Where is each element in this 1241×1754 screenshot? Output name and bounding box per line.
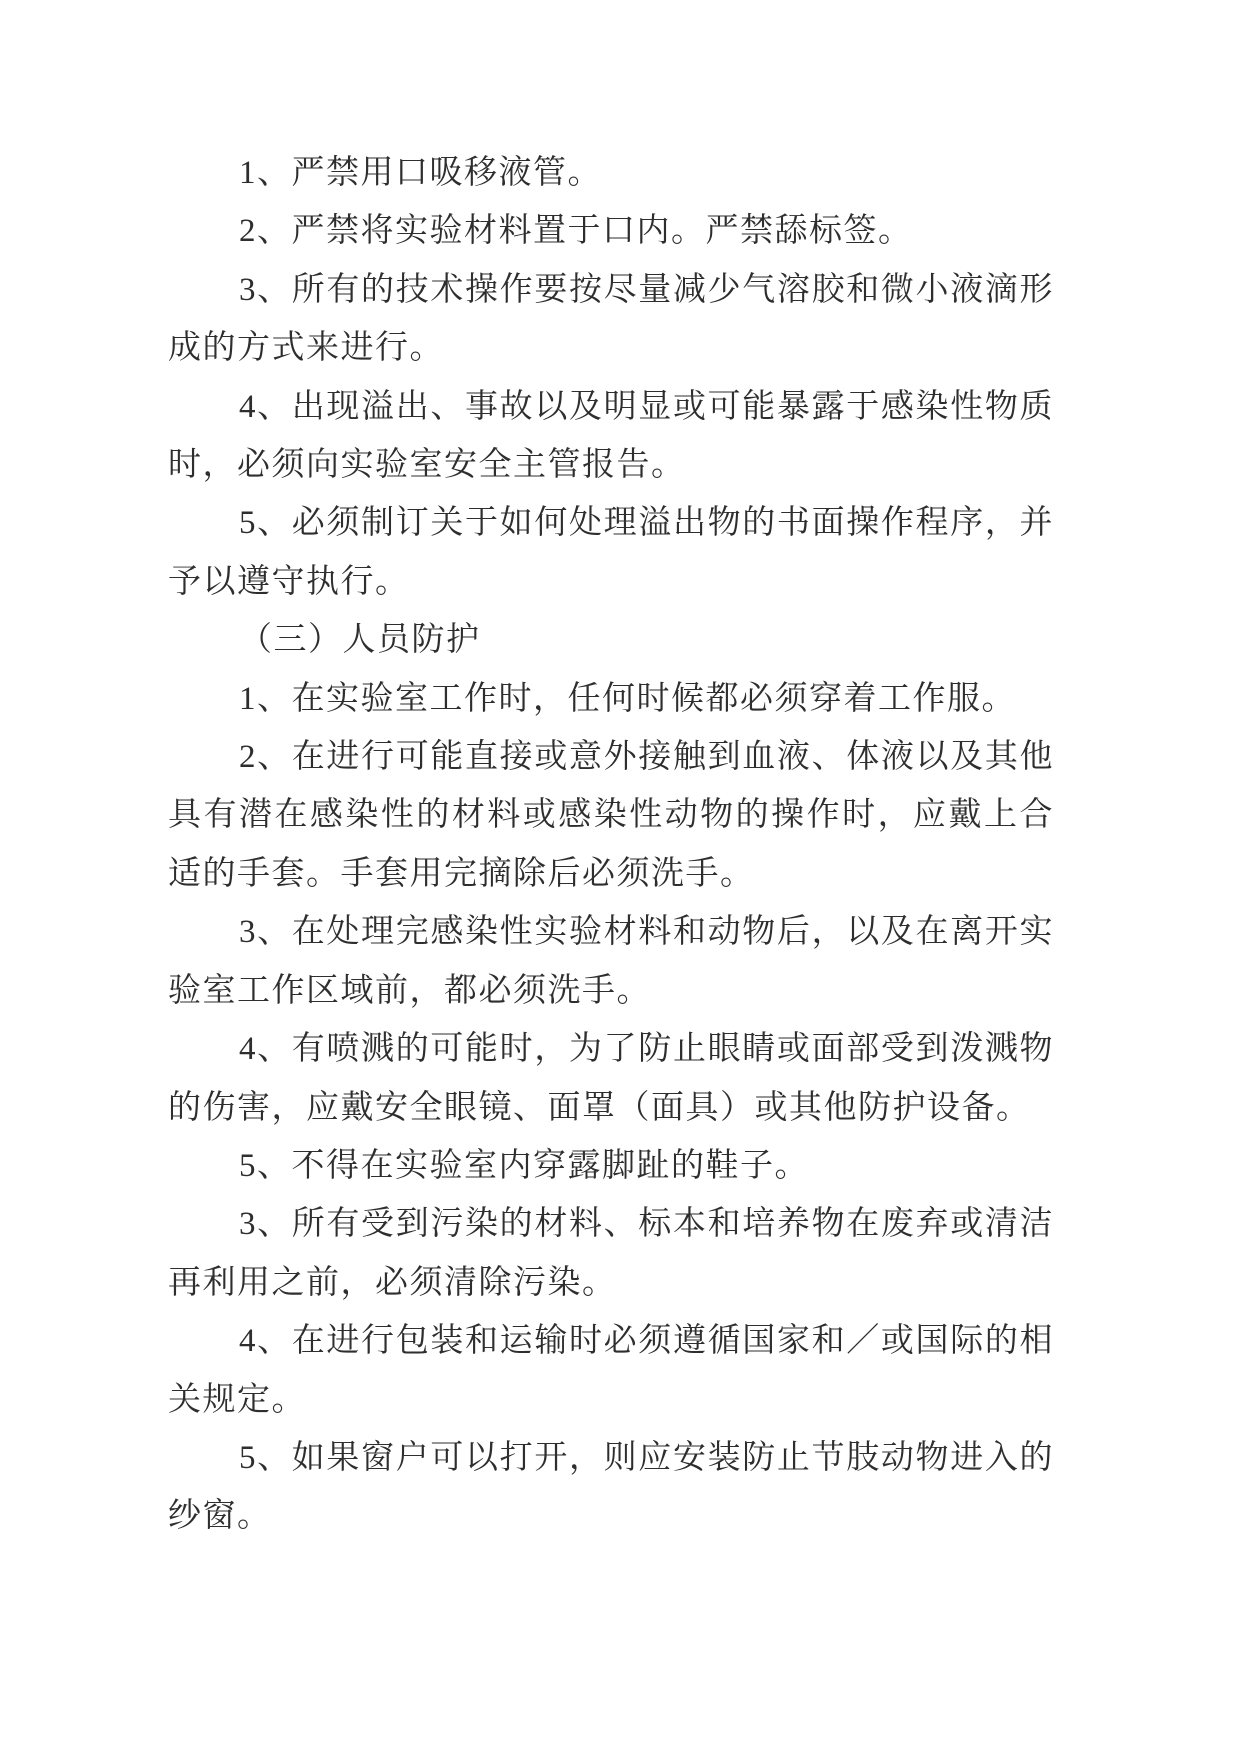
- document-paragraph: 2、在进行可能直接或意外接触到血液、体液以及其他具有潜在感染性的材料或感染性动物的操作时，应戴上合适的手套。手套用完摘除后必须洗手。: [168, 739, 1054, 892]
- document-paragraph: 3、所有受到污染的材料、标本和培养物在废弃或清洁再利用之前，必须清除污染。: [168, 1206, 1054, 1301]
- document-paragraph: 4、有喷溅的可能时，为了防止眼睛或面部受到泼溅物的伤害，应戴安全眼镜、面罩（面具）或其他防护设备。: [168, 1031, 1054, 1126]
- document-paragraph: 1、在实验室工作时，任何时候都必须穿着工作服。: [238, 680, 1016, 717]
- document-paragraph: 3、所有的技术操作要按尽量减少气溶胶和微小液滴形成的方式来进行。: [168, 271, 1054, 367]
- document-paragraph: 5、不得在实验室内穿露脚趾的鞋子。: [238, 1147, 809, 1184]
- document-paragraph: 5、必须制订关于如何处理溢出物的书面操作程序，并予以遵守执行。: [168, 505, 1054, 600]
- document-paragraph: 4、在进行包装和运输时必须遵循国家和／或国际的相关规定。: [168, 1323, 1054, 1418]
- document-paragraph: 1、严禁用口吸移液管。: [238, 155, 602, 191]
- document-paragraph: 4、出现溢出、事故以及明显或可能暴露于感染性物质时，必须向实验室安全主管报告。: [168, 388, 1054, 484]
- document-body: [168, 144, 1054, 1546]
- document-paragraph: 5、如果窗户可以打开，则应安装防止节肢动物进入的纱窗。: [168, 1439, 1054, 1535]
- document-paragraph: （三）人员防护: [238, 622, 481, 659]
- document-paragraph: 3、在处理完感染性实验材料和动物后，以及在离开实验室工作区域前，都必须洗手。: [168, 914, 1054, 1009]
- document-paragraph: 2、严禁将实验材料置于口内。严禁舔标签。: [238, 213, 913, 250]
